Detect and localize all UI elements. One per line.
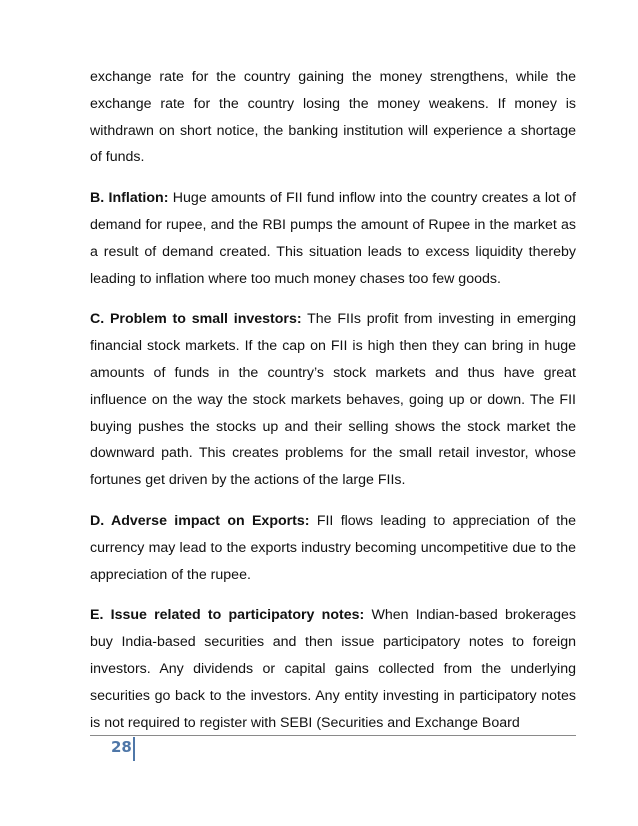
paragraph-text: FII flows leading to appreciation of the currency may lead to the exports industry becoming uncompetitive due to the appreciation of the rupee.: [90, 512, 577, 583]
paragraph-small-investors: [90, 306, 576, 494]
paragraph-lead: B. Inflation:: [90, 190, 169, 207]
paragraph-text: When Indian-based brokerages buy India-based securities and then issue participatory notes to foreign investors. Any dividends or capital gains collected from the underlying securities go back to the investors. Any entity investing in participatory notes is not required to register with SEBI (Securities and Exchange Board: [90, 607, 576, 731]
paragraph-text: The FIIs profit from investing in emerging financial stock markets. If the cap on FII is high then they can bring in huge amounts of funds in the country’s stock markets and thus have great influence on the way the stock markets behaves, going up or down. The FII buying pushes the stocks up and their selling shows the stock market the downward path. This creates problems for the small retail investor, whose fortunes get driven by the actions of the large FIIs.: [90, 311, 577, 489]
page-number: 28: [111, 738, 132, 756]
paragraph-exports: [90, 508, 576, 588]
paragraph-lead: D. Adverse impact on Exports:: [90, 512, 310, 529]
paragraph-exchange-rate: [90, 64, 576, 171]
body-text: [90, 64, 576, 750]
footer-rule: [90, 735, 576, 736]
page-number-divider: [133, 737, 135, 761]
paragraph-lead: C. Problem to small investors:: [90, 311, 302, 328]
paragraph-lead: E. Issue related to participatory notes:: [90, 607, 365, 624]
paragraph-inflation: [90, 185, 576, 292]
paragraph-participatory-notes: [90, 602, 576, 736]
paragraph-text: exchange rate for the country gaining the money strengthens, while the exchange rate for the country losing the money weakens. If money is withdrawn on short notice, the banking institution will experience a shortage of funds.: [90, 69, 576, 166]
paragraph-text: Huge amounts of FII fund inflow into the country creates a lot of demand for rupee, and the RBI pumps the amount of Rupee in the market as a result of demand created. This situation leads to excess liquidity thereby leading to inflation where too much money chases too few goods.: [90, 190, 576, 287]
